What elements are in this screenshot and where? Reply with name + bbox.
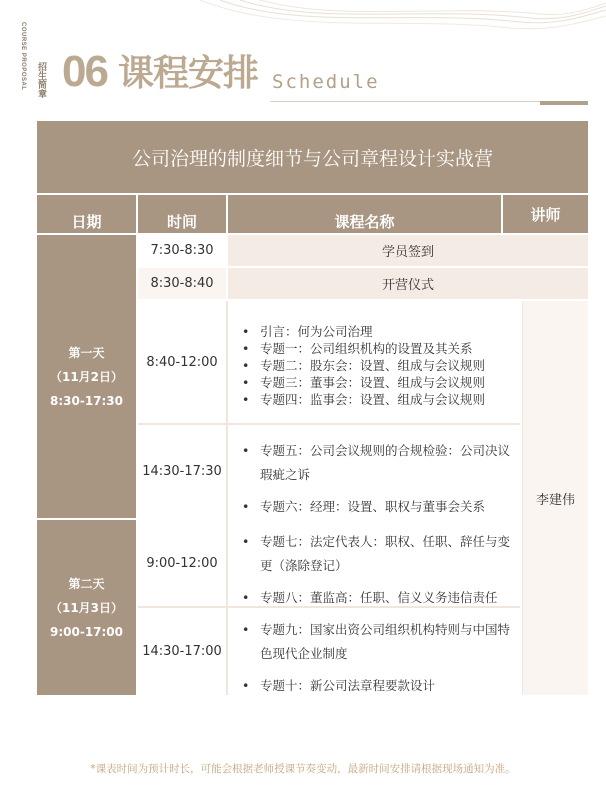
- day2-hours: 9:00-17:00: [49, 624, 124, 639]
- day2-name: 第二天: [68, 576, 105, 591]
- day1-date: （11月2日）: [49, 369, 124, 384]
- schedule-footnote: *课表时间为预计时长，可能会根据老师授课节奏变动，最新时间安排请根据现场通知为准。: [90, 763, 516, 775]
- side-english-label: COURSE PROPOSAL: [20, 22, 26, 91]
- side-chinese-label: 招生简章: [36, 62, 46, 98]
- row-divider: [138, 423, 520, 425]
- teacher-name: 李建伟: [522, 301, 588, 695]
- topic-item: • 专题四：监事会：设置、组成与会议规则: [242, 391, 520, 408]
- decorative-wave: [0, 0, 606, 40]
- section-title: 课程安排: [118, 53, 259, 94]
- day1-slot4-time: 14:30-17:30: [138, 425, 226, 518]
- day1-slot1-time: 7:30-8:30: [138, 235, 226, 266]
- column-header-date: 日期: [37, 195, 136, 233]
- day1-slot2-time: 8:30-8:40: [138, 268, 226, 299]
- row-divider: [138, 606, 520, 608]
- column-header-course: 课程名称: [228, 195, 501, 233]
- column-header-time: 时间: [138, 195, 226, 233]
- day1-slot2-course: 开营仪式: [228, 268, 588, 299]
- day1-date-cell: [37, 235, 136, 518]
- day2-date-cell: [37, 520, 136, 695]
- topic-item: • 引言：何为公司治理: [242, 323, 520, 340]
- topic-item: • 专题五：公司会议规则的合规检验：公司决议瑕疵之诉: [242, 439, 520, 487]
- day2-slot2-topics: [228, 608, 520, 695]
- day2-slot1-time: 9:00-12:00: [138, 520, 226, 606]
- topic-item: • 专题九：国家出资公司组织机构特则与中国特色现代企业制度: [242, 618, 520, 666]
- topic-item: • 专题一：公司组织机构的设置及其关系: [242, 340, 520, 357]
- day1-slot3-time: 8:40-12:00: [138, 301, 226, 423]
- day1-hours: 8:30-17:30: [49, 393, 124, 408]
- day2-slot1-topics: [228, 520, 520, 606]
- day1-slot1-course: 学员签到: [228, 235, 588, 266]
- topic-item: • 专题三：董事会：设置、组成与会议规则: [242, 374, 520, 391]
- section-english-title: Schedule: [272, 71, 380, 93]
- column-header-teacher: 讲师: [503, 195, 588, 233]
- day1-slot3-topics: [228, 301, 520, 423]
- schedule-table: [37, 121, 588, 695]
- program-title: 公司治理的制度细节与公司章程设计实战营: [37, 121, 588, 193]
- topic-item: • 专题八：董监高：任职、信义义务违信责任: [242, 586, 520, 610]
- topic-item: • 专题七：法定代表人：职权、任职、辞任与变更（涤除登记）: [242, 530, 520, 578]
- heading-accent-bar: [540, 101, 588, 105]
- day1-name: 第一天: [68, 345, 105, 360]
- topic-item: • 专题六：经理：设置、职权与董事会关系: [242, 495, 520, 519]
- topic-item: • 专题十：新公司法章程要款设计: [242, 674, 520, 698]
- day1-slot4-topics: [228, 425, 520, 518]
- column-divider: [226, 301, 228, 695]
- day2-slot2-time: 14:30-17:00: [138, 608, 226, 695]
- day2-date: （11月3日）: [49, 600, 124, 615]
- section-number: 06: [62, 47, 107, 96]
- topic-item: • 专题二：股东会：设置、组成与会议规则: [242, 357, 520, 374]
